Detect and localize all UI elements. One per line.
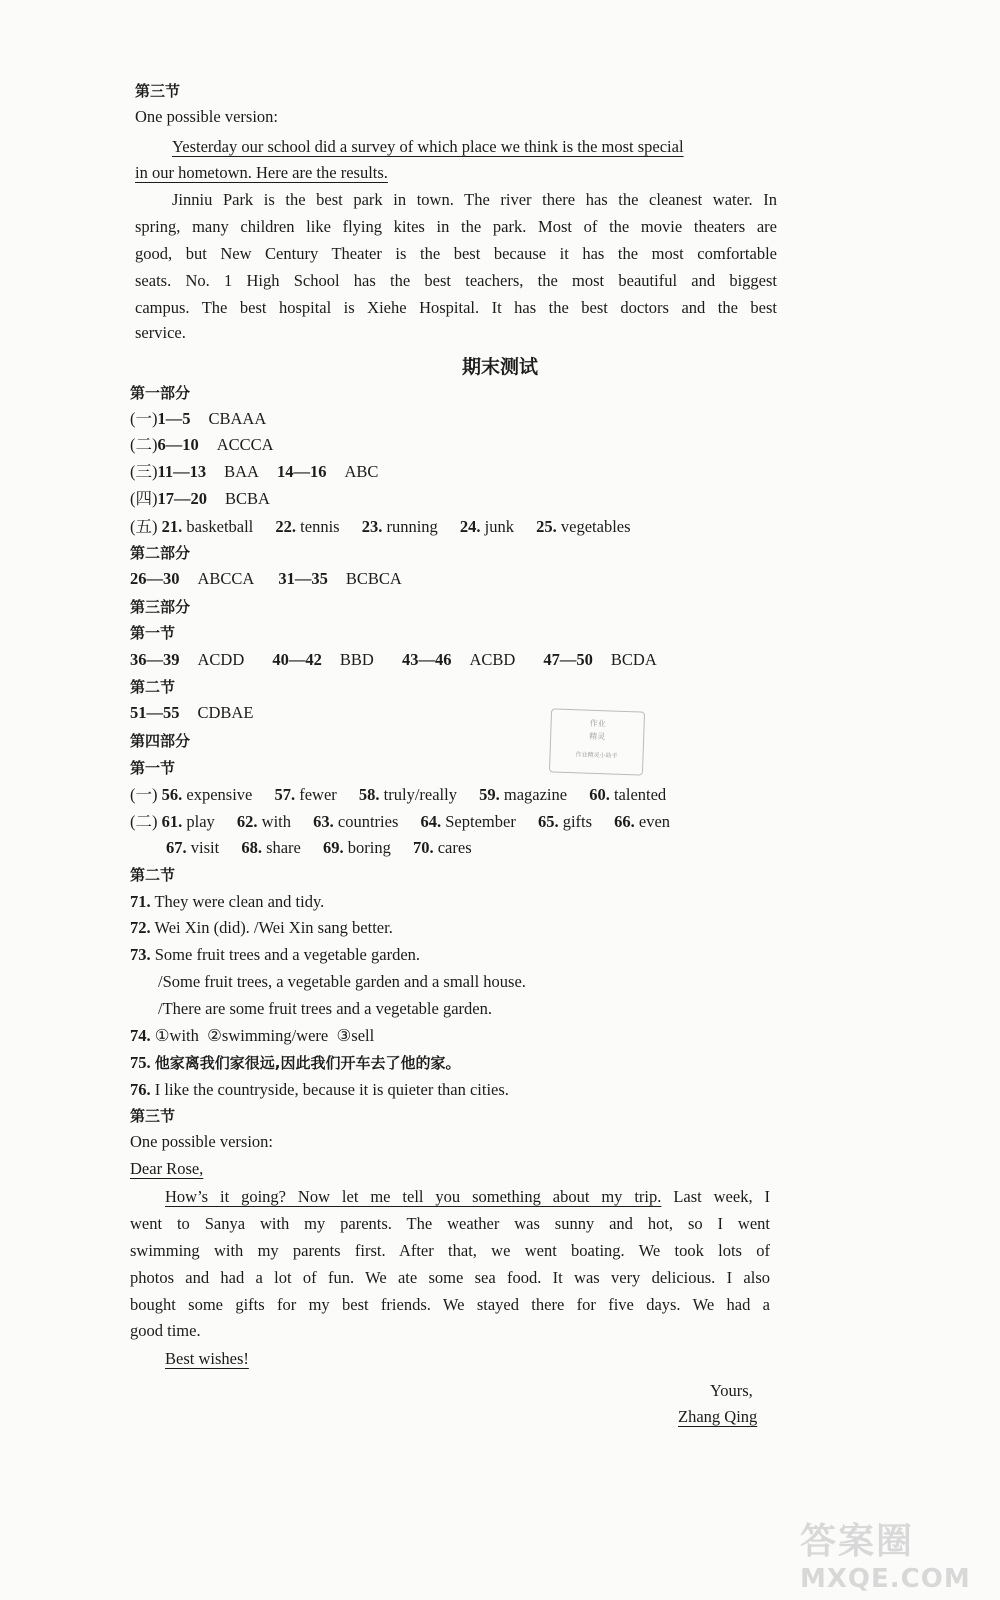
answer-row: (二) 61. play 62. with 63. countries 64. September 65. gifts 66. even: [130, 812, 671, 831]
part-heading: 第四部分: [130, 732, 191, 750]
essay-line: spring, many children like flying kites in the park. Most of the movie theaters are: [135, 217, 777, 236]
stamp-logo: 作业 精灵 作业精灵小助手: [549, 708, 645, 775]
version-intro: One possible version:: [130, 1132, 273, 1151]
letter-line: How’s it going? Now let me tell you something about my trip. Last week, I: [165, 1187, 770, 1206]
answer-row: 76. I like the countryside, because it is quieter than cities.: [130, 1080, 509, 1099]
answer-row: 72. Wei Xin (did). /Wei Xin sang better.: [130, 918, 393, 937]
answer-row: 51—55 CDBAE: [130, 703, 254, 722]
letter-line: bought some gifts for my best friends. We stayed there for five days. We had a: [130, 1295, 770, 1314]
answer-row: 36—39 ACDD 40—42 BBD 43—46 ACBD 47—50 BCDA: [130, 650, 657, 669]
section-heading: 第二节: [130, 866, 176, 884]
section-heading: 第一节: [130, 759, 176, 777]
answer-row: 73. Some fruit trees and a vegetable garden.: [130, 945, 421, 964]
essay-line: Jinniu Park is the best park in town. The river there has the cleanest water. In: [172, 190, 777, 209]
answer-row: (一) 56. expensive 57. fewer 58. truly/really 59. magazine 60. talented: [130, 785, 667, 804]
part-heading: 第三部分: [130, 598, 191, 616]
section-heading: 第三节: [130, 1107, 176, 1125]
page-title: 期末测试: [461, 356, 538, 378]
letter-line: good time.: [130, 1321, 201, 1340]
essay-line: service.: [135, 323, 186, 342]
essay-line: campus. The best hospital is Xiehe Hospital. It has the best doctors and the best: [135, 298, 777, 317]
answer-row: 74. ①with ②swimming/were ③sell: [130, 1026, 375, 1045]
answer-row: (四)17—20 BCBA: [130, 489, 270, 508]
section-heading: 第三节: [135, 82, 181, 100]
essay-line: in our hometown. Here are the results.: [135, 163, 388, 182]
section-heading: 第一节: [130, 624, 176, 642]
answer-row: (二)6—10 ACCCA: [130, 435, 274, 454]
answer-row: (五) 21. basketball 22. tennis 23. running 24. junk 25. vegetables: [130, 517, 631, 536]
answer-row: 75. 他家离我们家很远,因此我们开车去了他的家。: [130, 1053, 461, 1072]
letter-line: swimming with my parents first. After that, we went boating. We took lots of: [130, 1241, 770, 1260]
answer-row: /There are some fruit trees and a vegetable garden.: [158, 999, 492, 1018]
letter-line: went to Sanya with my parents. The weather was sunny and hot, so I went: [130, 1214, 770, 1233]
letter-closing: Best wishes!: [165, 1349, 249, 1368]
answer-row: 67. visit 68. share 69. boring 70. cares: [166, 838, 472, 857]
essay-line: good, but New Century Theater is the best because it has the most comfortable: [135, 244, 777, 263]
essay-line: Yesterday our school did a survey of which place we think is the most special: [172, 137, 684, 156]
letter-line: photos and had a lot of fun. We ate some sea food. It was very delicious. I also: [130, 1268, 770, 1287]
letter-sign-off: Yours,: [710, 1381, 753, 1400]
part-heading: 第一部分: [130, 384, 191, 402]
answer-row: /Some fruit trees, a vegetable garden and a small house.: [158, 972, 526, 991]
answer-row: (一)1—5 CBAAA: [130, 409, 267, 428]
version-intro: One possible version:: [135, 107, 278, 126]
answer-row: 71. They were clean and tidy.: [130, 892, 325, 911]
letter-greeting: Dear Rose,: [130, 1159, 204, 1178]
watermark-logo: 答案圈 MXQE.COM: [800, 1521, 971, 1594]
part-heading: 第二部分: [130, 544, 191, 562]
section-heading: 第二节: [130, 678, 176, 696]
answer-row: 26—30 ABCCA 31—35 BCBCA: [130, 569, 402, 588]
essay-line: seats. No. 1 High School has the best teachers, the most beautiful and biggest: [135, 271, 777, 290]
letter-signature: Zhang Qing: [678, 1407, 758, 1426]
answer-row: (三)11—13 BAA 14—16 ABC: [130, 462, 379, 481]
